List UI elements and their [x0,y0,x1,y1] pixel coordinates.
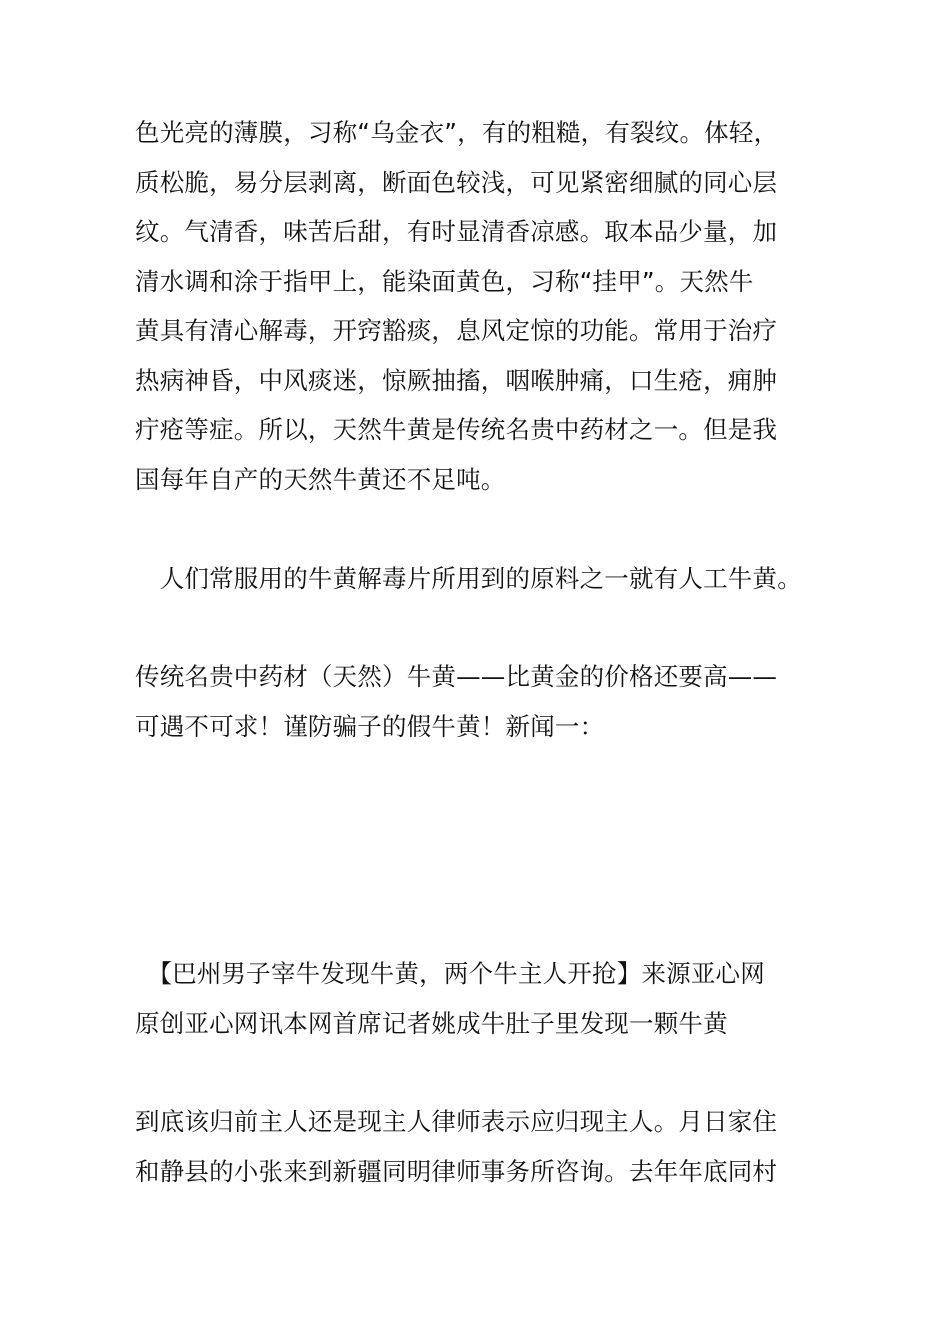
paragraph-1-line-2: 质松脆，易分层剥离，断面色较浅，可见紧密细腻的同心层 [135,168,778,197]
paragraph-4-line-2: 原创亚心网讯本网首席记者姚成牛肚子里发现一颗牛黄 [135,1009,728,1038]
paragraph-1-line-7: 疔疮等症。所以，天然牛黄是传统名贵中药材之一。但是我 [135,415,778,444]
paragraph-4-line-1: 【巴州男子宰牛发现牛黄，两个牛主人开抢】来源亚心网 [135,959,765,988]
paragraph-1-line-4: 清水调和涂于指甲上，能染面黄色，习称“挂甲”。天然牛 [135,267,754,296]
paragraph-3-line-2: 可遇不可求！谨防骗子的假牛黄！新闻一： [135,712,605,741]
paragraph-1-line-1: 色光亮的薄膜，习称“乌金衣”，有的粗糙，有裂纹。体轻， [135,118,779,147]
paragraph-1-line-5: 黄具有清心解毒，开窍豁痰，息风定惊的功能。常用于治疗 [135,316,778,345]
paragraph-1-line-3: 纹。气清香，味苦后甜，有时显清香凉感。取本品少量，加 [135,217,778,246]
paragraph-5-line-1: 到底该归前主人还是现主人律师表示应归现主人。月日家住 [135,1107,778,1136]
paragraph-5-line-2: 和静县的小张来到新疆同明律师事务所咨询。去年年底同村 [135,1157,778,1186]
paragraph-3-line-1: 传统名贵中药材（天然）牛黄——比黄金的价格还要高—— [135,662,778,691]
paragraph-1-line-6: 热病神昏，中风痰迷，惊厥抽搐，咽喉肿痛，口生疮，痈肿 [135,366,778,395]
paragraph-2-line-1: 人们常服用的牛黄解毒片所用到的原料之一就有人工牛黄。 [135,564,802,593]
paragraph-1-line-8: 国每年自产的天然牛黄还不足吨。 [135,465,506,494]
